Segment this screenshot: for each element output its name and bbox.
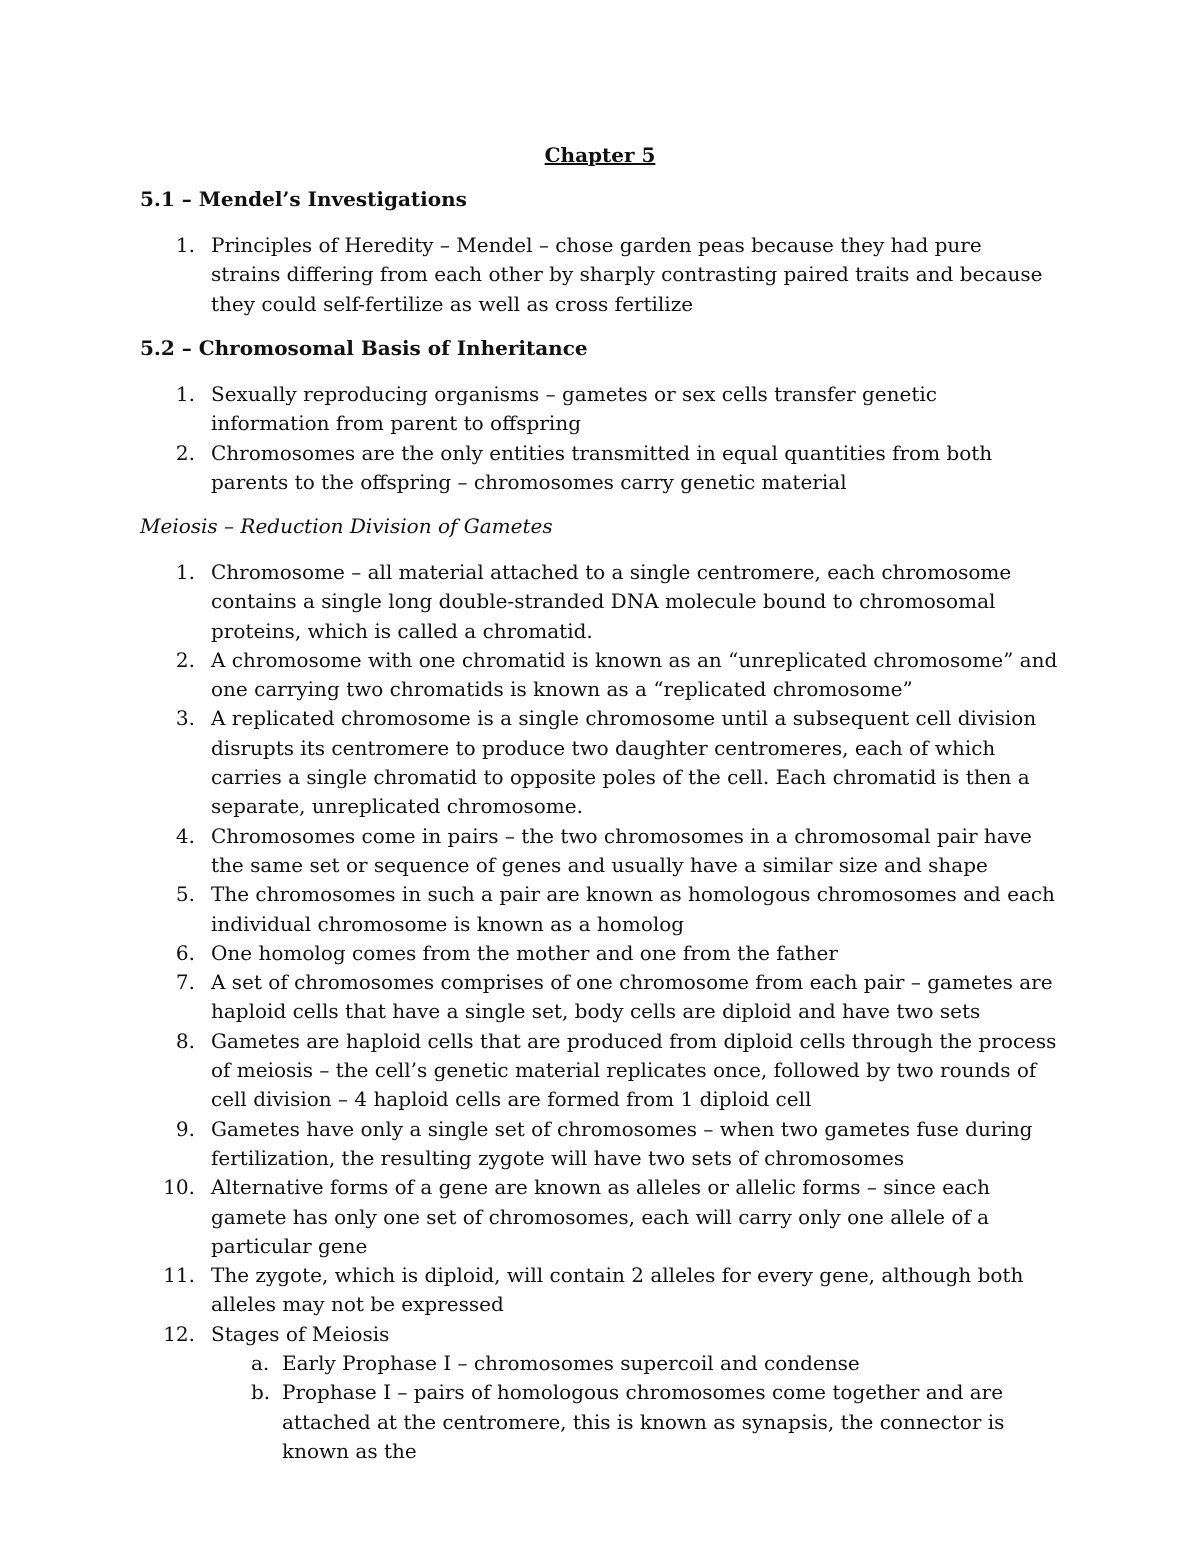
list-item [0,822,1061,881]
list-number: 8. [175,1028,195,1053]
sublist-letter: b. [251,1380,271,1405]
list-item-text: Stages of Meiosis [211,1321,390,1346]
section-heading-meiosis: Meiosis – Reduction Division of Gametes [140,514,553,538]
section-heading-5-2: 5.2 – Chromosomal Basis of Inheritance [140,336,588,360]
section-heading-5-1: 5.1 – Mendel’s Investigations [140,187,467,211]
list-item-text: Sexually reproducing organisms – gametes or sex cells transfer genetic information from parent to offspring [211,382,937,436]
list-item-text: A replicated chromosome is a single chromosome until a subsequent cell division disrupts its centromere to produce two daughter centromeres, each of which carries a single chromatid to opposite poles of the cell. Each chromatid is then a separate, unreplicated chromosome. [211,706,1037,819]
list-number: 7. [175,970,195,995]
list-item [0,968,1061,1027]
list-item-text: One homolog comes from the mother and one from the father [211,940,838,965]
list-item [0,380,1056,439]
list-5-2 [0,380,1200,497]
list-item [0,558,1061,646]
list-item [0,1173,1061,1261]
list-number: 1. [175,560,195,584]
list-number: 4. [175,823,195,848]
list-number: 2. [175,440,195,465]
list-number: 5. [175,882,195,907]
list-item-text: The chromosomes in such a pair are known as homologous chromosomes and each individual chromosome is known as a homolog [211,882,1055,936]
sublist-item [211,1378,1072,1466]
list-item-text: Chromosome – all material attached to a single centromere, each chromosome contains a single long double-stranded DNA molecule bound to chromosomal proteins, which is called a chromatid. [211,560,1012,643]
list-number: 2. [175,647,195,672]
list-item-text: Alternative forms of a gene are known as alleles or allelic forms – since each gamete has only one set of chromosomes, each will carry only one allele of a particular gene [211,1175,991,1258]
list-number: 3. [175,706,195,731]
sublist-item [211,1349,1072,1378]
list-number: 10. [163,1175,195,1200]
list-number: 12. [163,1321,195,1346]
list-item [0,939,1061,968]
list-number: 1. [175,233,195,257]
list-item [0,1320,1061,1466]
list-item-text: Chromosomes come in pairs – the two chromosomes in a chromosomal pair have the same set or sequence of genes and usually have a similar size and shape [211,823,1032,877]
list-item-text: A set of chromosomes comprises of one chromosome from each pair – gametes are haploid cells that have a single set, body cells are diploid and have two sets [211,970,1053,1024]
chapter-title: Chapter 5 [544,143,656,167]
list-item [0,704,1061,821]
list-number: 9. [175,1116,195,1141]
list-item [0,646,1061,705]
list-5-1 [0,231,1200,319]
list-item [0,880,1061,939]
list-number: 1. [175,382,195,406]
list-item [0,231,1056,319]
list-item-text: Gametes are haploid cells that are produced from diploid cells through the process of meiosis – the cell’s genetic material replicates once, followed by two rounds of cell division – 4 haploid cells are formed from 1 diploid cell [211,1028,1057,1112]
sublist-item-text: Prophase I – pairs of homologous chromosomes come together and are attached at the centromere, this is known as synapsis, the connector is known as the [282,1380,1005,1463]
list-item [0,1027,1061,1115]
list-item-text: Chromosomes are the only entities transmitted in equal quantities from both parents to the offspring – chromosomes carry genetic material [211,440,993,494]
list-item-text: Gametes have only a single set of chromosomes – when two gametes fuse during fertilization, the resulting zygote will have two sets of chromosomes [211,1116,1033,1170]
list-item [0,1261,1061,1320]
list-item [0,439,1056,498]
list-number: 11. [163,1263,195,1288]
sublist-letter: a. [251,1351,270,1376]
list-item [0,1115,1061,1174]
list-item-text: The zygote, which is diploid, will contain 2 alleles for every gene, although both alleles may not be expressed [211,1263,1024,1317]
sublist-item-text: Early Prophase I – chromosomes supercoil and condense [282,1351,860,1376]
list-item-text: Principles of Heredity – Mendel – chose garden peas because they had pure strains differing from each other by sharply contrasting paired traits and because they could self-fertilize as well as cross fertilize [211,233,1043,316]
list-item-text: A chromosome with one chromatid is known as an “unreplicated chromosome” and one carrying two chromatids is known as a “replicated chromosome” [211,647,1058,702]
sublist-stages [211,1349,1061,1466]
list-number: 6. [175,940,195,965]
list-meiosis [0,558,1200,1466]
